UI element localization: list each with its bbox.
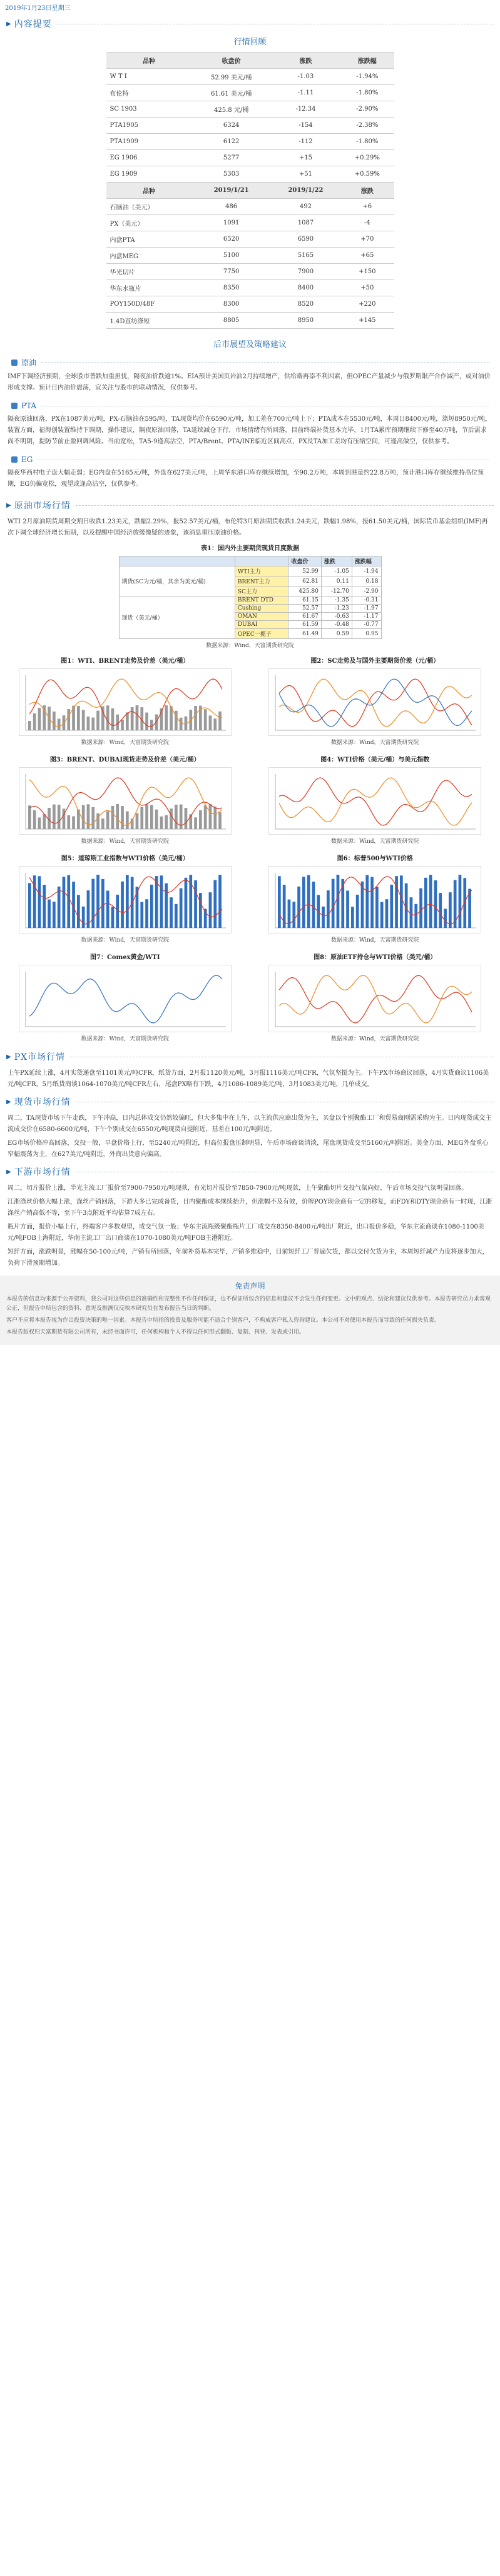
chart-bar	[424, 878, 427, 928]
chart-bar	[175, 711, 178, 730]
chart-bar	[126, 875, 129, 928]
chart-bar	[106, 891, 110, 928]
chart-bar	[91, 718, 94, 730]
chart-box	[268, 767, 481, 835]
chart-bar	[28, 721, 31, 730]
chart-bar	[302, 877, 305, 928]
chart-bar	[106, 811, 110, 829]
chart-bar	[67, 709, 70, 730]
table-row: OPEC一揽子 61.49 0.59 0.95	[119, 629, 381, 639]
futures-spot-table: 收盘价 涨跌 涨跌幅 期货(SC为元/桶，其余为美元/桶) WTI主力 52.99 -1.05 -1.94 BRENT主力 62.81 0.11 0.18 SC主力 425.80 -12.70 -2.90 现货（美元/桶） BRENT DTD 61.15 -1.35 -0.31 Cushing 52.57 -1.23 -1.97 OMAN 61.67 -0.63 -1.17 DUBAI 61.59 -0.48 -0.77 OPEC一揽子 61.49 0.59 0.95	[119, 556, 382, 639]
table-row: Cushing 52.57 -1.23 -1.97	[119, 605, 381, 613]
chart-bar	[111, 806, 114, 829]
chart-bar	[184, 878, 187, 928]
chart-bar	[72, 817, 75, 829]
chart-bar	[175, 904, 178, 928]
chart-caption: 图1：WTI、BRENT走势及价差（美元/桶）	[61, 658, 190, 665]
chart-figure	[19, 750, 232, 847]
chart-figure	[268, 948, 481, 1044]
chart-bar	[356, 895, 359, 928]
chart-plot	[19, 965, 232, 1033]
chart-bar	[121, 882, 124, 928]
chart-plot	[19, 867, 232, 934]
chart-bar	[43, 885, 46, 928]
chart-bar	[204, 709, 207, 730]
pta-strategy-text: 隔夜原油回落，PX在1087美元/吨，PX-石脑油在595/吨，TA现货均价在6590元/吨，加工差在700元/吨上下；PTA成本在5530元/吨，本周日8400元/吨，涤短8950元/吨，装置方面，福海创装置维持下调期，操作建议，隔夜原油回落，TA延续减仓下行，市场情绪有所回落，目前终端补货基本完毕，1月TA累库预期继续下修至40万吨，节后需求尚不明朗，提防节前止盈回调风险。当前宽松，TA5-9逢高沽空，PTA/Brent、PTA/INE临近区间高点，PX及TA加工差均有压缩空间，可逢高做空，仅供参考。	[8, 416, 492, 445]
chart-bar	[278, 876, 281, 928]
chart-bar	[464, 878, 467, 928]
chart-box	[19, 965, 232, 1032]
chart-figure	[268, 750, 481, 847]
table-row: EG 1909 5303 +51 +0.59%	[106, 166, 394, 183]
chart-bar	[106, 705, 110, 730]
chart-bar	[415, 904, 418, 928]
table-row: 现货（美元/桶） BRENT DTD 61.15 -1.35 -0.31	[119, 596, 381, 605]
chart-bar	[33, 875, 36, 928]
charts-area	[0, 652, 500, 1044]
chart-bar	[111, 708, 114, 730]
downstream-text-1: 周二，切片报价上涨，半光主流工厂报价至7900-7950元/吨现款，有光切片报价至7850-7900元/吨现款，上午聚酯切片交投气氛向好，午后市场交投气氛明显回落。	[8, 1185, 468, 1192]
chart-bar	[385, 899, 389, 928]
disclaimer-paragraph: 客户不应将本报告视为作出投资决策的唯一因素。本报告中所指的投资及服务可能不适合个别客户，不构成客户私人咨询建议。本公司不对使用本报告而导致的任何损失负责。	[6, 1317, 441, 1324]
table-row: W T I 52.99 美元/桶 -1.03 -1.94%	[106, 69, 394, 85]
chart-row	[0, 652, 500, 748]
chart-bar	[101, 818, 105, 829]
chart-bar	[150, 885, 153, 928]
chart-bar	[96, 711, 99, 730]
chart-series-line	[279, 778, 472, 825]
chart-bar	[116, 804, 119, 829]
spot-market-text-2: EG市场价格冲高回落，交投一般，早盘价格上行，至5240元/吨附近，但高位报盘压制明显，午后市场商谈清淡，尾盘现货成交至5160元/吨附近。美金方面，MEG外盘重心窄幅震荡为主，在627美元/吨附近，外商出货意向偏高。	[8, 1140, 489, 1158]
chart-bar	[390, 885, 394, 928]
chart-row	[0, 750, 500, 847]
eg-strategy-text: 隔夜华西村电子盘大幅走弱；EG内盘在5165元/吨，外盘在627美元/吨，上周华东港口库存继续增加，至90.2万吨，本周到港量约22.8万吨，预计港口库存继续维持高位预期，EG仍偏宽松，观望或逢高沽空，仅供参考。	[8, 470, 484, 488]
chart-bar	[82, 805, 85, 829]
table-row: OMAN 61.67 -0.63 -1.17	[119, 613, 381, 621]
bullet-icon	[11, 360, 18, 366]
chart-caption: 图5：道琼斯工业指数与WTI价格（美元/桶）	[61, 855, 189, 862]
chart-bar	[58, 719, 61, 731]
chart-source: 数据来源：Wind，天富期货研究院	[330, 838, 419, 845]
table-row: 布伦特 61.61 美元/桶 -1.11 -1.80%	[106, 85, 394, 101]
chart-bar	[213, 718, 217, 730]
bullet-icon	[11, 403, 18, 409]
chart-box	[268, 668, 481, 736]
table-row: 内盘MEG 5100 5165 +65	[106, 248, 394, 264]
chart-plot	[269, 965, 482, 1033]
chart-bar	[131, 707, 134, 730]
chart-bar	[96, 813, 99, 829]
chart-bar	[213, 807, 217, 829]
chart-row	[0, 849, 500, 945]
chart-bar	[77, 895, 80, 928]
chart-bar	[434, 880, 437, 928]
chart-caption: 图2：SC走势及与国外主要期货价差（元/桶）	[310, 658, 440, 665]
table-row: PX（美元） 1091 1087 -4	[106, 215, 394, 231]
chart-bar	[140, 902, 143, 928]
px-market-text: 上午PX延续上涨，4月实货递盘至1101美元/吨CFR，纸货方面，2月报1120美元/吨，3月报1116美元/吨CFR，气氛坚挺为主。下午PX市场商议回落，4月实货商议1106美元/吨CFR，5月纸货商谈1064-1070美元/吨CFR左右，尾盘PX略有下跌，4月1086-1089美元/吨，3月1083美元/吨，几单成交。	[8, 1070, 489, 1088]
chart-bar	[180, 888, 183, 928]
table-row: 华东水瓶片 8350 8400 +50	[106, 280, 394, 296]
section-header-px: ▶ PX市场行情	[6, 1050, 494, 1063]
chart-bar	[170, 808, 173, 829]
chart-bar	[53, 805, 56, 829]
chart-caption: 图8：原油ETF持仓与WTI价格（美元/桶）	[314, 954, 437, 961]
downstream-text-4: 短纤方面，涨跌明显，涨幅在50-100元/吨，产销有所回落，年前补货基本完毕，产销多维稳中，目前短纤工厂普遍欠货，都以交付欠货为主，本周短纤减产力度将逐步加大，负荷下滑预期增加。	[8, 1249, 489, 1267]
chart-caption: 图7：Comex黄金/WTI	[90, 954, 160, 961]
chart-bar	[429, 875, 432, 928]
chart-source: 数据来源：Wind，天富期货研究院	[330, 937, 419, 943]
chart-bar	[327, 890, 330, 928]
spot-market-text-1: 周二，TA现货市场下午走跌，下午冲高，日内总体成交仍然较偏旺，但大多集中在上午，以主流供应商出货为主，买盘以个别聚酯工厂和贸易商刚需采购为主。日内现货成交主流成交价在6580-6600元/吨，下午个别成交在6550元/吨现货自提附近，基差在100元/吨附近。	[8, 1115, 492, 1133]
chart-bar	[62, 877, 65, 928]
chart-figure	[19, 652, 232, 748]
chart-bar	[297, 887, 300, 928]
disclaimer-paragraph: 本报告的信息均来源于公开资料，我公司对这些信息的准确性和完整性不作任何保证，也不保证所包含的信息和建议不会发生任何变更。文中的观点、结论和建议仅供参考。本报告研究员力求客观公正，但报告中所包含的资料、意见及推测仅反映本研究员在发布报告当日的判断。	[6, 1296, 491, 1312]
section-title: 内容提要	[14, 19, 52, 29]
chart-bar	[53, 902, 56, 928]
chart-bar	[155, 810, 158, 829]
chart-bar	[126, 812, 129, 829]
table-header-row: 品种 2019/1/21 2019/1/22 涨跌	[106, 183, 394, 199]
table-row: 期货(SC为元/桶，其余为美元/桶) WTI主力 52.99 -1.05 -1.94	[119, 566, 381, 576]
chart-bar	[67, 815, 70, 829]
chart-bar	[116, 715, 119, 730]
chart-bar	[28, 883, 31, 928]
section-header-content	[6, 18, 494, 30]
chart-bar	[322, 907, 325, 928]
chart-bar	[53, 712, 56, 730]
chart-bar	[204, 805, 207, 829]
chart-row	[0, 948, 500, 1044]
chart-bar	[86, 717, 89, 730]
chart-box	[19, 866, 232, 933]
chart-figure	[268, 652, 481, 748]
chart-box	[268, 965, 481, 1032]
table-row: SC 1903 425.8 元/桶 -12.34 -2.90%	[106, 101, 394, 118]
chart-bar	[410, 897, 413, 928]
chart-bar	[101, 879, 105, 928]
disclaimer-title: 免责声明	[235, 1282, 265, 1291]
chart-source: 数据来源：Wind，天富期货研究院	[81, 740, 170, 746]
crude-market-text: WTI 2月原油期货周期交割日收跌1.23美元，跌幅2.29%，报52.57美元/桶，布伦特3月原油期货收跌1.24美元，跌幅1.98%，报61.50美元/桶，国际货币基金组织(IMF)再次下调全球经济增长预期，以及提醒中国经济放缓像疑的迹象，该消息重压原油价格。	[8, 518, 488, 536]
chart-bar	[337, 875, 340, 928]
chart-bar	[199, 893, 202, 928]
chart-bar	[375, 887, 379, 928]
chart-bar	[82, 907, 85, 928]
section-arrow-icon: ▶	[6, 1053, 11, 1060]
table-row: 石脑油（美元） 486 492 +6	[106, 199, 394, 215]
chart-bar	[38, 818, 41, 830]
table-row: DUBAI 61.59 -0.48 -0.77	[119, 621, 381, 629]
chart-bar	[180, 718, 183, 730]
table-header-row: 品种 收盘价 涨跌 涨跌幅	[106, 53, 394, 69]
chart-bar	[293, 902, 296, 928]
chart-axis	[275, 774, 476, 829]
section-header-downstream: ▶ 下游市场行情	[6, 1165, 494, 1178]
table-row: BRENT主力 62.81 0.11 0.18	[119, 576, 381, 586]
chart-bar	[77, 706, 80, 730]
chart-axis	[275, 972, 476, 1027]
chart-bar	[38, 708, 41, 730]
chart-bar	[370, 877, 374, 928]
subsection-pta: PTA	[11, 401, 489, 410]
chart-bar	[145, 899, 148, 928]
table-row: PTA1905 6324 -154 -2.38%	[106, 118, 394, 134]
chart-bar	[175, 805, 178, 829]
chart-bar	[62, 808, 65, 829]
chart-bar	[307, 875, 310, 928]
crude-strategy-text: IMF下调经济预期，全球股市普跌加重担忧，隔夜油价跌逾1%。EIA预计美国页岩油2月持续增产，供给端再添不利因素，但OPEC产量减少与俄罗斯限产合作减产，或对油价形成支撑。预计日内油价震荡，宜关注与股市的联动情况，仅供参考。	[8, 373, 491, 391]
table-row: PTA1909 6122 -112 -1.80%	[106, 134, 394, 150]
chart-box	[19, 668, 232, 736]
chart-bar	[395, 876, 398, 928]
disclaimer-box	[0, 1275, 500, 1345]
chart-figure	[268, 849, 481, 945]
section-header-market: ▶ 原油市场行情	[6, 499, 494, 511]
subsection-crude: 原油	[11, 357, 489, 368]
chart-bar	[380, 902, 384, 928]
chart-plot	[269, 768, 482, 835]
chart-figure	[19, 948, 232, 1044]
chart-source: 数据来源：Wind，天富期货研究院	[81, 937, 170, 943]
chart-bar	[58, 805, 61, 829]
chart-bar	[165, 815, 168, 829]
chart-bar	[160, 875, 163, 928]
bullet-icon	[11, 456, 18, 463]
chart-bar	[444, 909, 447, 928]
chart-plot	[19, 669, 232, 737]
table-row: SC主力 425.80 -12.70 -2.90	[119, 586, 381, 596]
table-row: 内盘PTA 6520 6590 +70	[106, 231, 394, 248]
chart-caption: 图6：标普500与WTI价格	[337, 855, 413, 862]
chart-bar	[28, 805, 31, 829]
chart-bar	[58, 887, 61, 928]
chart-bar	[170, 897, 173, 928]
chart-bar	[213, 880, 217, 928]
chart-bar	[111, 907, 114, 928]
quote-review-table	[106, 52, 394, 329]
table-caption: 表1：国内外主要期货现货日度数据	[201, 545, 299, 552]
chart-bar	[38, 876, 41, 928]
chart-bar	[165, 883, 168, 928]
section-arrow-icon: ▶	[6, 501, 11, 509]
chart-bar	[332, 879, 335, 928]
chart-bar	[43, 814, 46, 829]
chart-bar	[33, 810, 36, 829]
chart-bar	[33, 713, 36, 730]
chart-bar	[208, 804, 212, 829]
disclaimer-paragraph: 本报告版权归天富期货有限公司所有，未经书面许可，任何机构和个人不得以任何形式翻版、复制、刊登、发表或引用。	[6, 1329, 305, 1336]
chart-bar	[312, 882, 315, 928]
chart-bar	[91, 879, 94, 928]
chart-source: 数据来源：Wind，天富期货研究院	[330, 1036, 419, 1042]
chart-plot	[269, 669, 482, 737]
chart-bar	[67, 875, 70, 928]
chart-bar	[82, 710, 85, 730]
chart-bar	[184, 808, 187, 829]
chart-bar	[366, 875, 369, 928]
quote-review-title: 行情回顾	[233, 38, 267, 47]
downstream-text-3: 瓶片方面，报价小幅上行，终端客户多数观望，成交气氛一般；华东主流瓶级聚酯瓶片工厂成交在8350-8400元/吨出厂附近，出口报价多稳，华东主流商谈在1080-1100美元/吨FOB上海附近，华南主流工厂出口商谈在1070-1080美元/吨FOB主港附近。	[8, 1224, 484, 1242]
chart-bar	[194, 817, 197, 829]
chart-box	[268, 866, 481, 933]
section-arrow-icon: ▶	[6, 1168, 11, 1175]
chart-bar	[459, 875, 462, 928]
chart-bar	[218, 875, 222, 928]
chart-bar	[218, 712, 222, 730]
chart-bar	[140, 807, 143, 829]
section-arrow-icon: ▶	[6, 20, 11, 28]
table-row: 华光切片 7750 7900 +150	[106, 264, 394, 280]
chart-bar	[218, 812, 222, 829]
chart-bar	[199, 810, 202, 829]
chart-bar	[121, 720, 124, 730]
chart-bar	[400, 875, 403, 928]
chart-bar	[194, 706, 197, 730]
chart-bar	[419, 888, 422, 928]
section-arrow-icon: ▶	[6, 1098, 11, 1105]
chart-caption: 图4：WTI价格（美元/桶）与美元指数	[320, 757, 430, 763]
chart-bar	[48, 900, 51, 928]
chart-bar	[150, 720, 153, 730]
section-header-spot: ▶ 现货市场行情	[6, 1095, 494, 1108]
chart-bar	[145, 713, 148, 730]
chart-bar	[449, 892, 452, 928]
chart-bar	[121, 806, 124, 829]
chart-box	[19, 767, 232, 835]
chart-bar	[86, 804, 89, 829]
chart-source: 数据来源：Wind，天富期货研究院	[81, 838, 170, 845]
chart-bar	[135, 813, 138, 830]
chart-caption: 图3：BRENT、DUBAI现货走势及价差（美元/桶）	[49, 757, 200, 763]
chart-bar	[208, 715, 212, 730]
report-date: 2019年1月23日星期三	[5, 5, 71, 12]
subsection-eg: EG	[11, 455, 489, 464]
chart-bar	[96, 875, 99, 928]
chart-bar	[346, 891, 349, 928]
downstream-text-2: 江浙涤丝价格大幅上涨，涤丝产销回落，下游大多已完成备货，日内聚酯成本继续抬升，但涨幅不及有效，价牌POY现金商有一定的移复，而FDY和DTY现金商有一时现，江浙涤丝产销高低不等，至下午3点附近平均估算7成左右。	[8, 1199, 492, 1217]
chart-bar	[91, 807, 94, 829]
chart-bar	[351, 907, 354, 928]
chart-bar	[135, 705, 138, 730]
table-source: 数据来源：Wind，天富期货研究院	[206, 643, 294, 649]
chart-source: 数据来源：Wind，天富期货研究院	[330, 740, 419, 746]
table-row: EG 1906 5277 +15 +0.29%	[106, 150, 394, 166]
chart-bar	[208, 892, 212, 928]
chart-bar	[150, 805, 153, 829]
chart-bar	[165, 705, 168, 730]
chart-series-line	[279, 975, 472, 1023]
chart-figure	[19, 849, 232, 945]
strategy-title: 后市展望及策略建议	[213, 340, 287, 350]
chart-source: 数据来源：Wind，天富期货研究院	[81, 1036, 170, 1042]
table-row: POY150D/48F 8300 8520 +220	[106, 296, 394, 313]
chart-bar	[439, 893, 442, 928]
chart-plot	[19, 768, 232, 835]
chart-bar	[194, 880, 197, 928]
chart-plot	[269, 867, 482, 934]
table-row: 1.4D直纺涤短 8805 8950 +145	[106, 313, 394, 329]
chart-series-line	[29, 975, 222, 1023]
chart-bar	[126, 712, 129, 730]
chart-bar	[160, 817, 163, 829]
chart-bar	[145, 804, 148, 829]
